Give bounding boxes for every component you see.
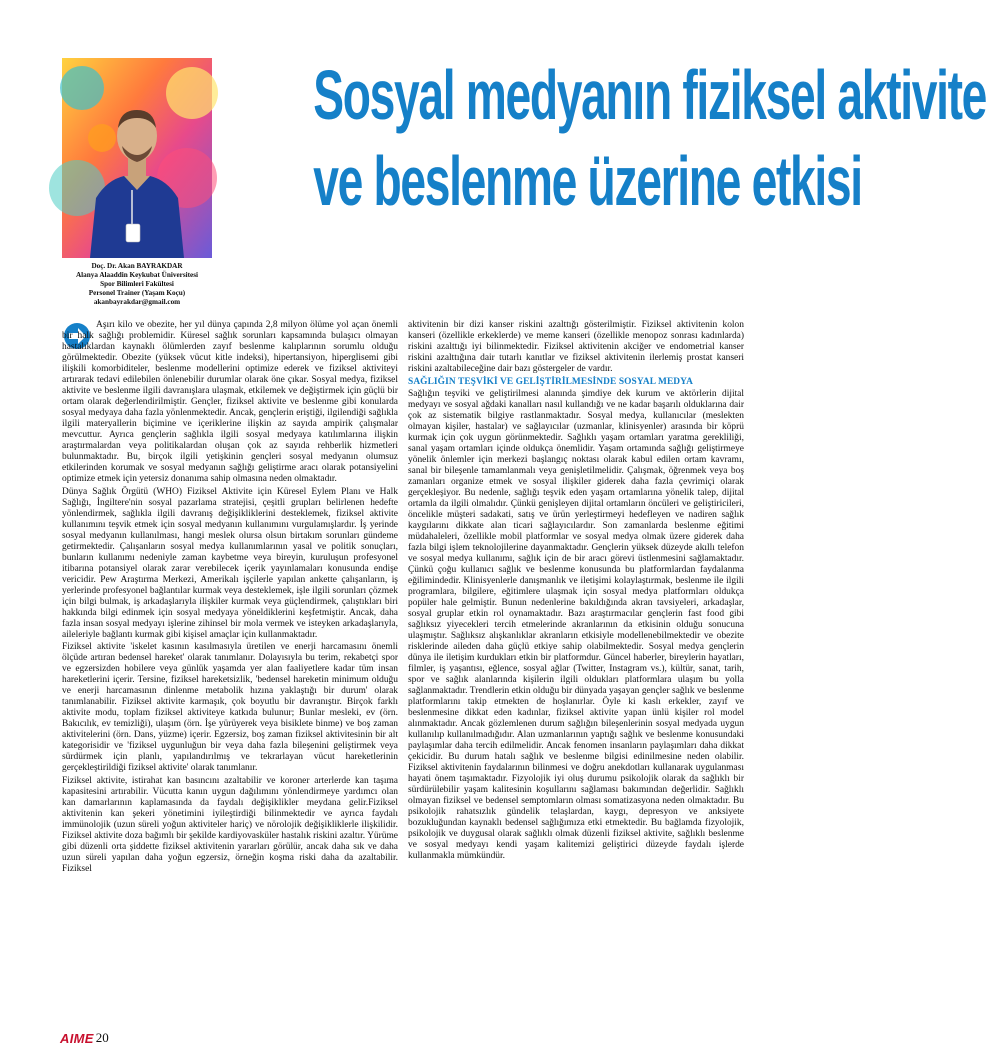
paragraph: Fiziksel aktivite 'iskelet kasının kasılmasıyla üretilen ve enerji harcamasını önemli ölçüde artıran bedensel hareket' olarak tanımlanır. Dolayısıyla bu terim, rekabetçi spor ve egzersizden hobilere veya günlük yaşamda yer alan faaliyetlere kadar tüm insan hareketlerini içerir. Tersine, fiziksel hareketsizlik, 'bedensel hareketin minimum olduğu ve enerji harcamasının dinlenme metabolik hızına yaklaştığı bir durum' olarak tanımlanabilir. Fiziksel aktivite karmaşık, çok boyutlu bir davranıştır. Birçok farklı aktivite modu, toplam fiziksel aktiviteye katkıda bulunur; Bunlar mesleki, ev (örn. Bakıcılık, ev temizliği), ulaşım (örn. İşe yürüyerek veya bisiklete binme) ve boş zaman aktivitelerini (örn. Dans, yüzme) içerir. Egzersiz, boş zaman fiziksel aktivitesinin bir alt kategorisidir ve 'fiziksel uygunluğun bir veya daha fazla bileşenini geliştirmek veya sürdürmek için planlı, yapılandırılmış ve tekrarlayan vücut hareketlerinin gerçekleştirildiği fiziksel aktivite' olarak tanımlanır. — [62, 642, 398, 773]
page-number: 20 — [95, 1030, 109, 1045]
paragraph: Dünya Sağlık Örgütü (WHO) Fiziksel Aktivite için Küresel Eylem Planı ve Halk Sağlığı, İngiltere'nin sosyal pazarlama stratejisi, çeşitli grupları belirlenen hedefte yönlendirmek, sağlıkla ilgili davranış değişikliklerini desteklemek, fiziksel aktivite kullanımını teşvik etmek için sosyal medyanın kullanımını vurgulamışlardır. İş yerinde sosyal medyanın kullanılması, hangi meslek olursa olsun birtakım sorunları gündeme getirmektedir. Çalışanların sosyal medya kullanımlarının yasal ve politik sonuçları, bunların kullanımı nedeniyle zaman kaybetme veya bireyin, kuruluşun profesyonel itibarına potansiyel olarak zarar verebilecek içerik yayınlamaları konusunda endişe vericidir. Pew Araştırma Merkezi, Amerikalı işçilerle yapılan ankette çalışanların, iş yerlerinde profesyonel bağlantılar kurmak veya desteklemek, işle ilgili sorunları çözmek için bilgi bulmak, iş arkadaşlarıyla ilişkiler kurmak veya güçlendirmek, çalıştıkları biri hakkında bilgi edinmek için sosyal medyaya yöneldiklerini keşfetmiştir. Ancak, daha fazla insan sosyal medyayı işlerine zihinsel bir mola vermek ve isteyken arkadaşlarıyla, aileleriyle bağlantı kurmak gibi kişisel amaçlar için kullanmaktadır. — [62, 486, 398, 640]
magazine-logo: AIME — [60, 1030, 94, 1046]
article-title — [313, 52, 986, 224]
page-footer — [60, 1030, 109, 1046]
author-affiliation-2: Spor Bilimleri Fakültesi — [100, 280, 174, 288]
author-name: Doç. Dr. Akan BAYRAKDAR — [91, 262, 183, 270]
paragraph: Sağlığın teşviki ve geliştirilmesi alanında şimdiye dek kurum ve aktörlerin dijital medyayı ve sosyal ağdaki kanalları nasıl kullandığı ve ne kadar başarılı olduklarına dair çok az sistematik bilgiye rastlanmaktadır. Sosyal medya, kullanıcılar (meslekten olmayan kişiler, hastalar) ve sağlayıcılar (uzmanlar, klinisyenler) arasında bir köprü kurmak için çok uygun görünmektedir. Sağlıklı yaşam ortamları yaratma gerekliliği, sanal yaşam ortamları içinde oldukça önemlidir. Yaşam ortamında sağlığı geliştirmeye yönelik önlemler için merkezi başlangıç noktası olarak kabul edilen ortam kavramı, sanal bir bileşenle tamamlanmalı veya genişletilmelidir. Çalışmak, öğrenmek veya boş zamanları organize etmek ve sosyal ilişkiler giderek daha fazla çevrimiçi olarak gerçekleşiyor. Bu nedenle, sağlığı teşvik eden yaşam ortamlarına yönelik talep, dijital ortamla da ilgili olmalıdır. Çünkü genişleyen dijital ortamların öncüleri ve geliştiricileri, öncelikle müşteri sadakati, satış ve ürün yerleştirmeyi hedefleyen ve nadiren sağlık kaygılarını dikkate alan ticari sağlayıcılardır. Son zamanlarda beslenme eğitimi müdahaleleri, özellikle mobil platformlar ve sosyal medya olmak üzere giderek daha fazla bilgi işlem teknolojilerine dayanmaktadır. Gençlerin yüksek düzeyde akıllı telefon ve sosyal medya kullanımı, sağlık için de bir aracı görevi üstlenmesini sağlamaktadır. Çünkü çoğu kullanıcı sağlık ve beslenme konusunda bu platformlardan faydalanma eğilimindedir. Klinisyenlerle danışmanlık ve iletişimi kolaylaştırmak, beslenme ile ilgili programlara, bilgilere, eğitimlere ulaşmak için sosyal medya platformları oldukça popüler hale gelmiştir. Bunun nedenlerine bakıldığında akran tavsiyeleri, arkadaşlar, sosyal gruplar etkin rol oynamaktadır. Bazı araştırmacılar gençlerin fast food gibi sağlıksız yiyecekleri tercih etmelerinde akranlarının da etkisinin olduğu sonucuna ulaşmıştır. Sağlıksız alışkanlıklar akranların etkisiyle modellenebilmektedir ve obezite risklerinde aileden daha güçlü etkiye sahip olabilmektedir. Sosyal medya gençlerin dünya ile iletişim kurdukları etkin bir platformdur. Güncel haberler, bireylerin hayatları, filmler, iş yaşantısı, eğlence, sosyal ağlar (Twitter, Instagram vs.), kültür, sanat, tarih, spor ve sağlık alanlarında kişilerin ilgili oldukları platformlara ulaşım bu yolla sağlanmaktadır. Trendlerin etkin olduğu bir dünyada yaşayan gençler sağlık ve beslenme platformlarını takip etmekten de hoşlanırlar. Öyle ki kaslı erkekler, zayıf ve beslenmesine dikkat eden kadınlar, fiziksel aktivite yapan ünlü kişiler rol model alınmaktadır. Ancak gözlemlenen durum sağlığın bileşenlerinin sosyal medyada uygun kullanılıp kullanılmadığıdır. Alan uzmanlarının yaptığı sağlık ve beslenme konusundaki paylaşımlar daha tercih edilmelidir. Ancak fenomen insanların paylaşımları daha dikkat çekicidir. Bu durum hatalı sağlık ve beslenme bilgisi edinilmesine neden olabilir. Fiziksel aktivitenin faydalarının bilinmesi ve doğru anekdotları kullanarak uygulanması hayati önem taşımaktadır. Fizyolojik iyi oluş durumu psikolojik olarak da sağlıklı bir sürdürülebilir yaşam kalitesinin koşullarını sağlaması bakımından değerlidir. Sağlıklı olmayan fiziksel ve bedensel semptomların olması somatizasyona neden olmaktadır. Bu psikolojik rahatsızlık gündelik telaşlardan, kaygı, depresyon ve anksiyete bozukluğundan kaynaklı bedensel sağlığımıza etki etmektedir. Bu bağlamda fizyolojik, psikolojik ve duygusal olarak sağlıklı olmak düzenli fiziksel aktivite, sağlıklı beslenme ve sosyal medyayı kendi yaşam kalitemizi geliştirici düzeyde faydalı işlerde kullanmakla mümkündür. — [408, 389, 744, 861]
paragraph: Aşırı kilo ve obezite, her yıl dünya çapında 2,8 milyon ölüme yol açan önemli bir halk sağlığı problemidir. Küresel sağlık sorunları kapsamında bulaşıcı olmayan hastalıklardan kaynaklı ölümlerden zayıf beslenme kalıplarının sorumlu olduğu görülmektedir. Obezite (yüksek vücut kitle indeksi), hipertansiyon, hiperglisemi gibi ilişkili komorbiditeler, beslenme modellerini optimize ederek ve fiziksel aktiviteyi artırarak tedavi edilebilen önlenebilir durumlar olarak öne çıkar. Sosyal medya, fiziksel aktivite ve beslenme ilgili davranışlara ulaşmak, etkilemek ve değiştirmek için güçlü bir ortam olarak değerlendirilmiştir. Gençler, fiziksel aktivite ve beslenme gibi konularda sosyal medyaya daha fazla yönlenmektedir. Ancak, gençlerin eriştiği, ilgilendiği sağlıkla ilgili materyallerin biçimine ve içeriklerine ilişkin az sayıda ampirik çalışmalar mevcuttur. Ayrıca gençlerin sağlıkla ilgili sosyal medyaya katılımlarına ilişkin araştırmalardan veya politikalardan oluşan çok az sayıda rehberlik hizmetleri bulunmaktadır. Bu, birçok ilgili yetişkinin gençleri sosyal medyanın olumsuz etkilerinden korumak ve sosyal medyanın sağlığı geliştirme aracı olarak potansiyelini optimize etmek için yetersiz donanıma sahip olmasına neden olmaktadır. — [62, 320, 398, 484]
title-line-2: ve beslenme üzerine etkisi — [313, 142, 862, 220]
section-heading: SAĞLIĞIN TEŞVİKİ VE GELİŞTİRİLMESİNDE SOSYAL MEDYA — [408, 377, 694, 387]
author-email: akanbayrakdar@gmail.com — [93, 298, 181, 306]
author-photo — [62, 58, 212, 258]
author-caption — [62, 262, 212, 307]
author-photo-box — [62, 58, 212, 295]
title-line-1: Sosyal medyanın fiziksel aktivite — [313, 56, 986, 134]
author-affiliation-1: Alanya Alaaddin Keykubat Üniversitesi — [75, 271, 198, 279]
paragraph: Fiziksel aktivite, istirahat kan basıncını azaltabilir ve koroner arterlerde kan taşıma kapasitesini artırabilir. Vücutta kanın uygun dağılımını yönlendirmeye yardımcı olan kan damarlarının kaplamasında da faydalı değişiklikler meydana gelir.Fiziksel aktivitenin kan şekeri yönetimini iyileştirdiği bilinmektedir ve ayrıca faydalı immünolojik (uzun süreli yoğun aktiviteler hariç) ve nörolojik değişikliklerle ilişkilidir. Fiziksel aktivite doza bağımlı bir şekilde kardiyovasküler hastalık riskini azaltır. Yürüme gibi düzenli orta şiddette fiziksel aktivitenin yararları görülür, ancak daha sık ve daha uzun süreli yapılan daha yoğun egzersiz, örneğin koşma riski daha da azaltabilir. Fiziksel — [62, 775, 398, 874]
left-column — [62, 320, 398, 1020]
paragraph: aktivitenin bir dizi kanser riskini azalttığı gösterilmiştir. Fiziksel aktivitenin kolon kanseri (özellikle erkeklerde) ve meme kanseri (özellikle menopoz sonrası kadınlarda) riskini azalttığı iyi bilinmektedir. Fiziksel aktivitenin akciğer ve endometrial kanser riskini azalttığına dair tutarlı kanıtlar ve fiziksel aktivitenin ilerlemiş prostat kanseri riskini azaltabileceğine dair bazı göstergeler de vardır. — [408, 320, 744, 374]
author-role: Personel Trainer (Yaşam Koçu) — [88, 289, 186, 297]
right-column — [408, 320, 744, 1020]
